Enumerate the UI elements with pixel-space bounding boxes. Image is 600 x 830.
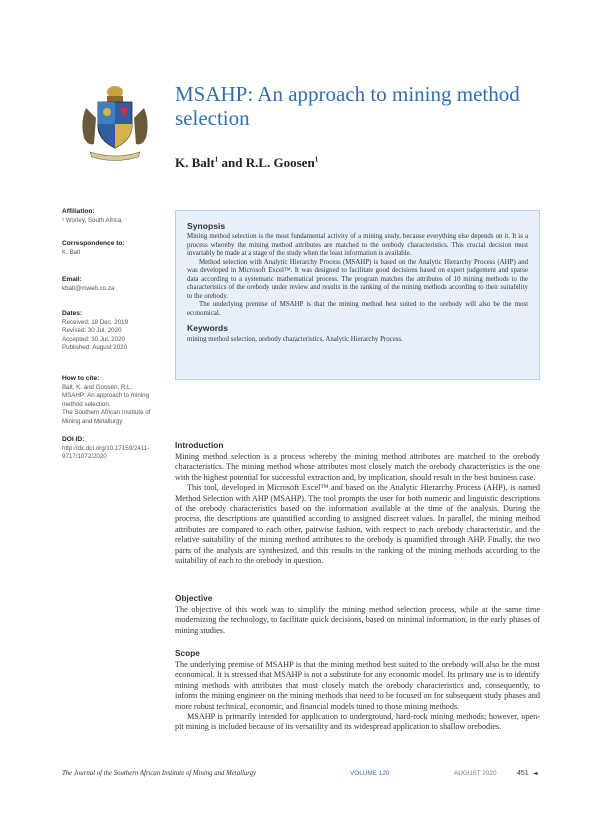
doi-block xyxy=(62,436,157,462)
cite-line: The Southern African Institute of xyxy=(62,409,151,417)
email-address[interactable]: kbalt@mweb.co.za xyxy=(62,284,115,292)
objective-heading: Objective xyxy=(175,593,213,603)
doi-link[interactable]: 9717/1072/2020 xyxy=(62,453,107,461)
author-2: and R.L. Goosen xyxy=(218,155,315,170)
date-received: Received: 18 Dec. 2019 xyxy=(62,318,129,326)
body-paragraph: Mining method selection is a process whereby the mining method attributes are matched to the orebody characteristics. The mining method whose attributes most closely match the orebody characteristics is the one with the highest potential for successful extraction and, by implication, should result in the best business case. xyxy=(175,452,540,482)
date-revised: Revised: 30 Jul. 2020 xyxy=(62,327,122,335)
synopsis-paragraph: The underlying premise of MSAHP is that the mining method best suited to the orebody will also be the most economical. xyxy=(187,301,528,317)
doi-link[interactable]: http://dx.doi.org/10.17159/2411- xyxy=(62,444,150,452)
footer-page-number: 451 xyxy=(517,770,529,777)
synopsis-paragraph: Mining method selection is the most fundamental activity of a mining study, because everything else depends on it. It is a process whereby the mining method attributes are matched to the orebody characteristics. This crucial decision must invariably be made at a stage of the study when the least information is available. xyxy=(187,233,528,258)
keywords-heading: Keywords xyxy=(187,323,229,334)
cite-line: method selection. xyxy=(62,400,111,408)
correspondence-block xyxy=(62,240,157,257)
dates-heading: Dates: xyxy=(62,310,83,317)
date-accepted: Accepted: 30 Jul. 2020 xyxy=(62,335,125,343)
footer-volume: VOLUME 120 xyxy=(350,770,390,777)
cite-line: Balt, K. and Goosen, R.L. xyxy=(62,383,133,391)
doi-heading: DOI ID: xyxy=(62,436,85,443)
scope-body xyxy=(175,660,540,733)
introduction-body xyxy=(175,452,540,566)
synopsis-heading: Synopsis xyxy=(187,221,226,231)
correspondence-heading: Correspondence to: xyxy=(62,240,125,247)
left-arrow-icon: ◄ xyxy=(533,770,538,777)
correspondence-name: K. Balt xyxy=(62,248,81,256)
cite-block xyxy=(62,375,157,427)
article-title: MSAHP: An approach to mining method selection xyxy=(175,82,520,130)
affiliation-text: ¹ Worley, South Africa. xyxy=(62,216,123,224)
affiliation-block xyxy=(62,208,157,225)
authors xyxy=(175,155,318,171)
body-paragraph: The underlying premise of MSAHP is that the mining method best suited to the orebody will also be the most economical. It is stressed that MSAHP is not a substitute for any economic model. Its primary use is to identify mining methods with attributes that most closely match the orebody characteristics and, consequently, to inform the mining engineer on the mining methods that need to be focused on for subsequent study phases and more robust technical, economic, and financial models tuned to those mining methods. xyxy=(175,660,540,711)
date-published: Published: August 2020 xyxy=(62,344,128,352)
author-1-affiliation-marker: 1 xyxy=(214,155,219,164)
synopsis-paragraph: Method selection with Analytic Hierarchy Process (MSAHP) is based on the Analytic Hierarchy Process (AHP) and was developed in Microsoft Excel™. It was designed to facilitate good decisions based on expert judgement and sparse data according to a systematic mathematical process. The program matches the attributes of 10 mining methods to the characteristics of the orebody under review and results in the ranking of the mining methods according to their suitability to the orebody. xyxy=(187,258,528,300)
body-paragraph: MSAHP is primarily intended for application to underground, hard-rock mining methods; however, open-pit mining is included because of its versatility and its widespread application to shallow orebodies. xyxy=(175,712,540,732)
email-heading: Email: xyxy=(62,276,82,283)
introduction-heading: Introduction xyxy=(175,440,224,450)
email-block xyxy=(62,276,157,293)
affiliation-heading: Affiliation: xyxy=(62,208,95,215)
cite-line: Mining and Metallurgy xyxy=(62,417,123,425)
body-paragraph: The objective of this work was to simplify the mining method selection process, while at the same time modernizing the technology, to facilitate quick decisions, based on minimal information, in the early phases of mining studies. xyxy=(175,605,540,635)
objective-body xyxy=(175,605,540,636)
author-2-affiliation-marker: 1 xyxy=(314,155,319,164)
footer-journal-name: The Journal of the Southern African Institute of Mining and Metallurgy xyxy=(62,770,257,777)
cite-heading: How to cite: xyxy=(62,375,100,382)
synopsis-box xyxy=(175,210,540,380)
keywords-text: mining method selection, orebody characteristics, Analytic Hierarchy Process. xyxy=(187,336,403,344)
page-footer xyxy=(62,770,540,782)
scope-heading: Scope xyxy=(175,648,200,658)
dates-block xyxy=(62,310,157,353)
cite-line: MSAHP: An approach to mining xyxy=(62,392,150,400)
author-1: K. Balt xyxy=(175,155,215,170)
footer-date: AUGUST 2020 xyxy=(454,770,497,777)
body-paragraph: This tool, developed in Microsoft Excel™ and based on the Analytic Hierarchy Process (AHP), is named Method Selection with AHP (MSAHP). The tool prompts the user for both numeric and linguistic descriptions of the orebody characteristics based on the information available at the time of the analysis. During the process, the descriptions are quantified according to assigned discreet values. In parallel, the mining method attributes are compared to each other, pairwise fashion, with respect to each orebody characteristic, and the relative suitability of the mining method attributes to the orebody is quantified through AHP. Finally, the two parts of the analysis are synthesized, and this results in the ranking of the mining methods according to the suitability of each to the orebody in question. xyxy=(175,483,540,566)
institute-crest-logo xyxy=(72,78,158,164)
